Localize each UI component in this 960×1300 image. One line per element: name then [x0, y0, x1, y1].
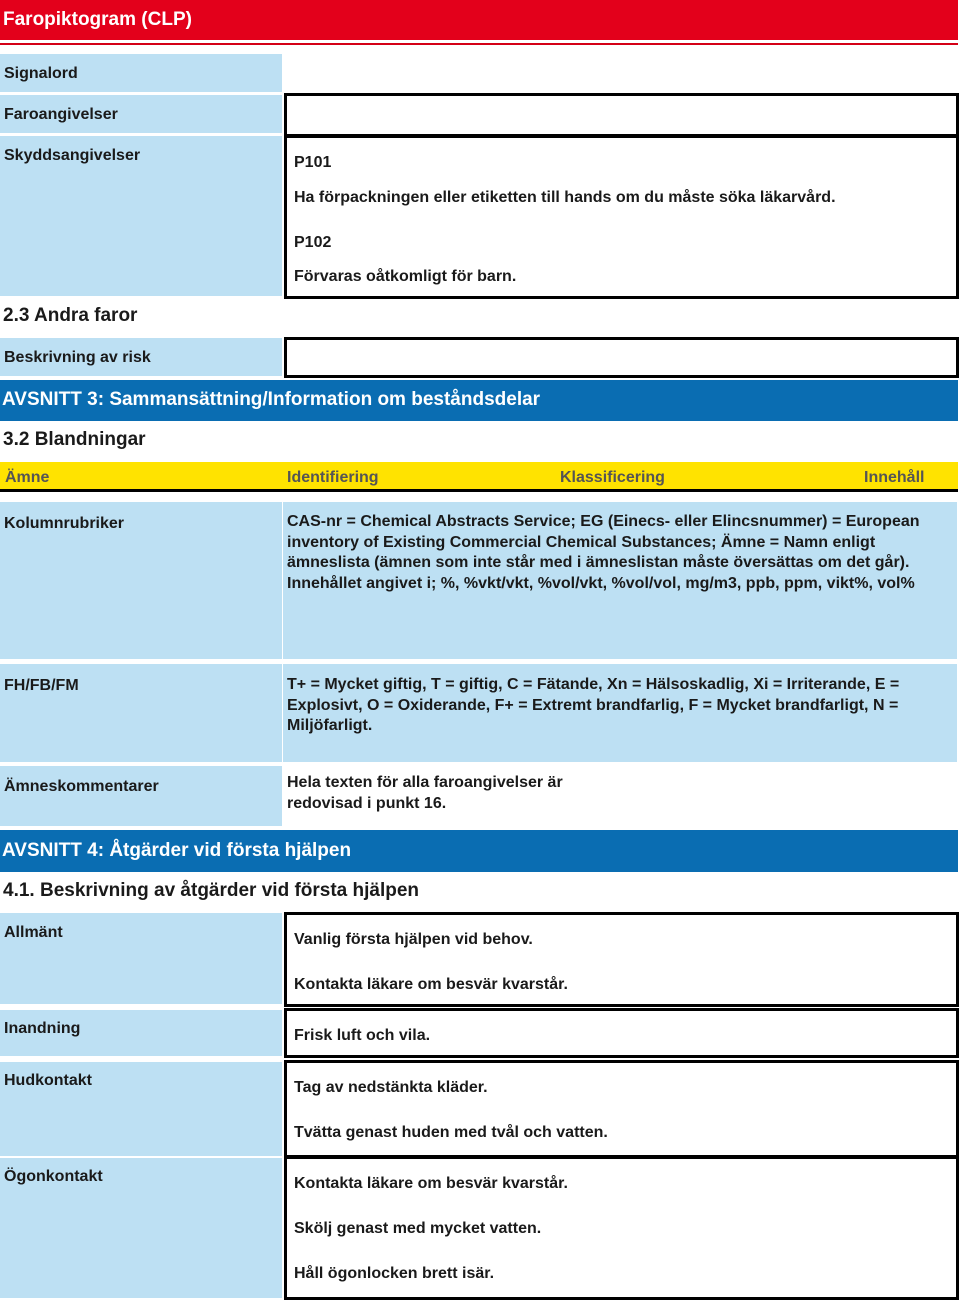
ogonkontakt-line-3: Håll ögonlocken brett isär.: [294, 1265, 495, 1282]
inandning-line-1: Frisk luft och vila.: [294, 1027, 431, 1044]
ogonkontakt-label: Ögonkontakt: [0, 1158, 282, 1298]
hudkontakt-value-box: [284, 1060, 959, 1158]
signalord-label: Signalord: [0, 54, 282, 92]
column-header-innehall: Innehåll: [864, 469, 925, 486]
fhfbfm-label: FH/FB/FM: [0, 664, 282, 762]
column-header-bar: [0, 462, 958, 492]
hudkontakt-line-2: Tvätta genast huden med tvål och vatten.: [294, 1124, 608, 1141]
section4-header: AVSNITT 4: Åtgärder vid första hjälpen: [0, 830, 958, 872]
allmant-line-2: Kontakta läkare om besvär kvarstår.: [294, 976, 568, 993]
beskrivning-atgarder-title: 4.1. Beskrivning av åtgärder vid första hjälpen: [3, 880, 420, 901]
andra-faror-title: 2.3 Andra faror: [3, 305, 138, 326]
kolumnrubriker-cell: [283, 502, 957, 659]
p102-text: Förvaras oåtkomligt för barn.: [294, 268, 517, 285]
allmant-value-box: [284, 912, 959, 1007]
amneskommentarer-cell: [283, 766, 603, 826]
fhfbfm-text: T+ = Mycket giftig, T = giftig, C = Fätande, Xn = Hälsoskadlig, Xi = Irriterande, E = Explosivt, O = Oxiderande, F+ = Extremt brandfarlig, F = Mycket brandfarligt, N = Miljöfarligt.: [287, 676, 900, 734]
skyddsangivelser-label: Skyddsangivelser: [0, 136, 282, 296]
column-header-klassificering: Klassificering: [560, 469, 665, 486]
ogonkontakt-value-box: [284, 1156, 959, 1300]
clp-header: Faropiktogram (CLP): [0, 0, 958, 43]
kolumnrubriker-label: Kolumnrubriker: [0, 502, 282, 659]
beskrivning-label: Beskrivning av risk: [0, 338, 282, 376]
blandningar-title: 3.2 Blandningar: [3, 429, 146, 450]
fhfbfm-cell: [283, 664, 957, 762]
allmant-line-1: Vanlig första hjälpen vid behov.: [294, 931, 533, 948]
amneskommentarer-text: Hela texten för alla faroangivelser är redovisad i punkt 16.: [287, 774, 563, 812]
amneskommentarer-label: Ämneskommentarer: [0, 766, 282, 826]
faroangivelser-label: Faroangivelser: [0, 95, 282, 133]
kolumnrubriker-text: CAS-nr = Chemical Abstracts Service; EG (Einecs- eller Elincsnummer) = European inventory of Existing Commercial Chemical Substances; Ämne = Namn enligt ämneslista (ämnen som inte står med i ämneslistan måste översättas om det går). Innehållet angivet i; %, %vkt/vkt, %vol/vkt, %vol/vol, mg/m3, ppb, ppm, vikt%, vol%: [287, 513, 920, 592]
p101-text: Ha förpackningen eller etiketten till hands om du måste söka läkarvård.: [294, 189, 836, 206]
column-header-amne: Ämne: [5, 469, 50, 486]
p101-code: P101: [294, 154, 332, 171]
beskrivning-value-box: [284, 337, 959, 378]
inandning-label: Inandning: [0, 1010, 282, 1056]
ogonkontakt-line-1: Kontakta läkare om besvär kvarstår.: [294, 1175, 568, 1192]
hudkontakt-label: Hudkontakt: [0, 1062, 282, 1156]
faroangivelser-value-box: [284, 93, 959, 137]
ogonkontakt-line-2: Skölj genast med mycket vatten.: [294, 1220, 542, 1237]
section3-header: AVSNITT 3: Sammansättning/Information om beståndsdelar: [0, 380, 958, 421]
skyddsangivelser-value-box: [284, 135, 959, 299]
hudkontakt-line-1: Tag av nedstänkta kläder.: [294, 1079, 488, 1096]
inandning-value-box: [284, 1008, 959, 1058]
allmant-label: Allmänt: [0, 913, 282, 1004]
column-header-identifiering: Identifiering: [287, 469, 379, 486]
p102-code: P102: [294, 234, 332, 251]
